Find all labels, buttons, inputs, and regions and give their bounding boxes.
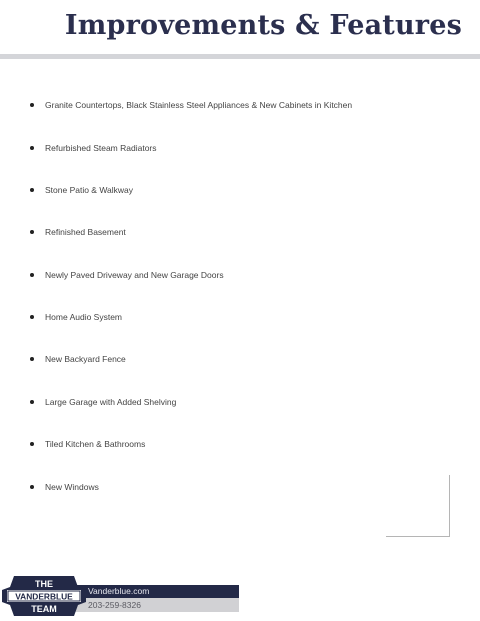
list-item	[30, 352, 126, 366]
logo-line3: TEAM	[31, 604, 57, 614]
decorative-corner-box	[386, 475, 450, 537]
list-item	[30, 395, 176, 409]
bullet-icon	[30, 103, 34, 107]
bullet-icon	[30, 315, 34, 319]
bullet-icon	[30, 400, 34, 404]
list-item	[30, 437, 145, 451]
feature-text: Home Audio System	[45, 312, 123, 322]
list-item	[30, 183, 133, 197]
logo-line2: VANDERBLUE	[15, 591, 73, 602]
bullet-icon	[30, 357, 34, 361]
list-item	[30, 141, 157, 155]
feature-text: Refurbished Steam Radiators	[45, 143, 157, 153]
footer-website[interactable]: Vanderblue.com	[88, 586, 150, 596]
list-item	[30, 268, 224, 282]
title-divider	[0, 54, 480, 59]
feature-text: Stone Patio & Walkway	[45, 185, 134, 195]
bullet-icon	[30, 273, 34, 277]
logo-line1: THE	[35, 579, 53, 589]
bullet-icon	[30, 146, 34, 150]
feature-text: Newly Paved Driveway and New Garage Doors	[45, 270, 224, 280]
feature-text: Tiled Kitchen & Bathrooms	[45, 439, 146, 449]
list-item	[30, 225, 126, 239]
bullet-icon	[30, 485, 34, 489]
list-item	[30, 480, 99, 494]
feature-text: Refinished Basement	[45, 227, 126, 237]
footer-phone: 203-259-8326	[88, 600, 141, 610]
vanderblue-team-logo	[2, 574, 86, 618]
feature-text: New Backyard Fence	[45, 354, 126, 364]
feature-text: New Windows	[45, 482, 99, 492]
list-item	[30, 310, 122, 324]
list-item	[30, 98, 352, 112]
page-title: Improvements & Features	[64, 10, 462, 41]
feature-text: Granite Countertops, Black Stainless Steel Appliances & New Cabinets in Kitchen	[45, 100, 353, 110]
bullet-icon	[30, 230, 34, 234]
feature-text: Large Garage with Added Shelving	[45, 397, 177, 407]
bullet-icon	[30, 442, 34, 446]
bullet-icon	[30, 188, 34, 192]
